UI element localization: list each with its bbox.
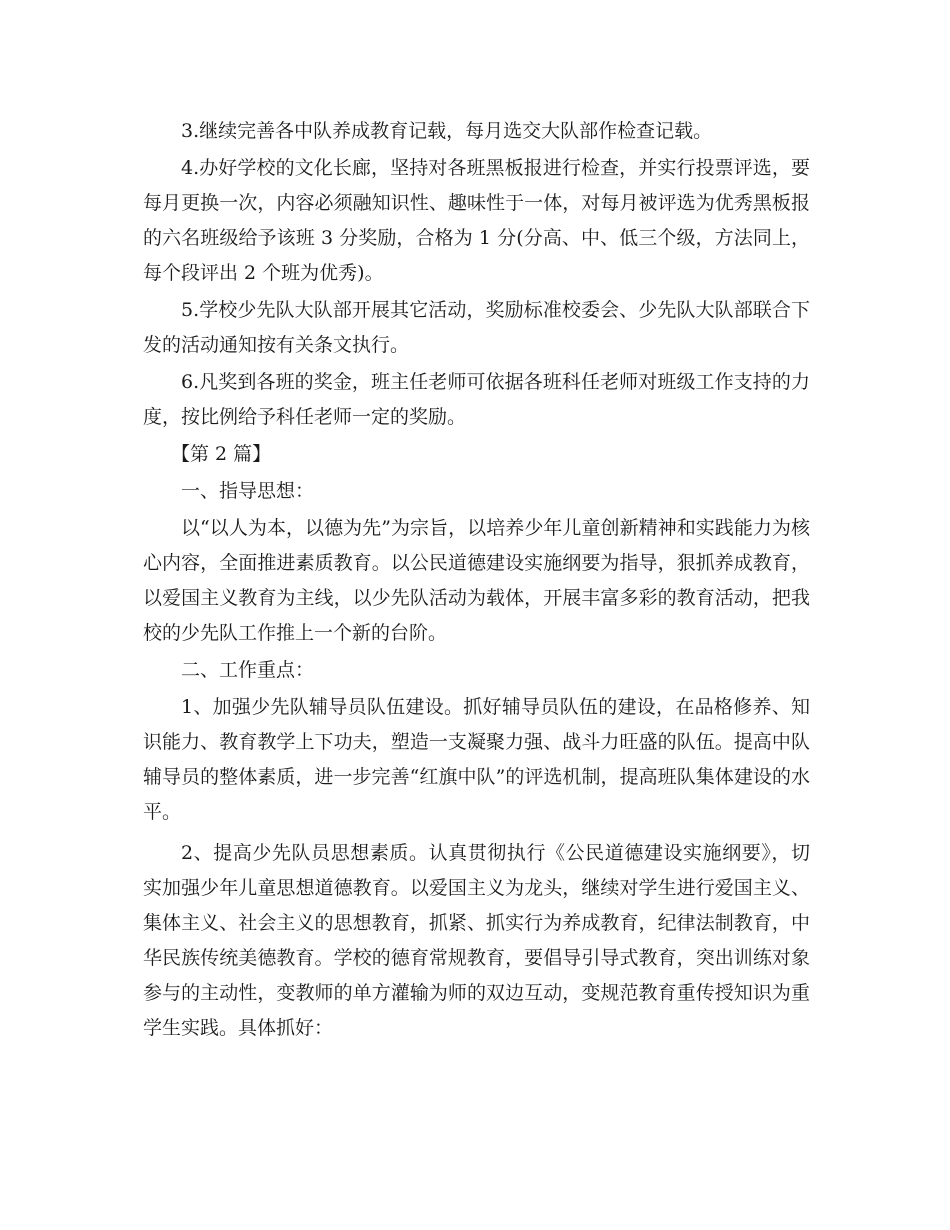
- paragraph-item-6: 6.凡奖到各班的奖金，班主任老师可依据各班科任老师对班级工作支持的力度，按比例给予科任老师一定的奖励。: [143, 371, 810, 428]
- section-heading-guiding-thought: 一、指导思想：: [181, 480, 315, 502]
- section-heading-part-2: 【第 2 篇】: [171, 443, 272, 465]
- paragraph-item-3: 3.继续完善各中队养成教育记载，每月选交大队部作检查记载。: [181, 120, 713, 142]
- paragraph-guiding-thought: 以“以人为本，以德为先”为宗旨，以培养少年儿童创新精神和实践能力为核心内容，全面推进素质教育。以公民道德建设实施纲要为指导，狠抓养成教育，以爱国主义教育为主线，以少先队活动为载体，开展丰富多彩的教育活动，把我校的少先队工作推上一个新的台阶。: [143, 517, 810, 644]
- paragraph-item-5: 5.学校少先队大队部开展其它活动，奖励标准校委会、少先队大队部联合下发的活动通知按有关条文执行。: [143, 299, 810, 356]
- paragraph-focus-1: 1、加强少先队辅导员队伍建设。抓好辅导员队伍的建设，在品格修养、知识能力、教育教学上下功夫，塑造一支凝聚力强、战斗力旺盛的队伍。提高中队辅导员的整体素质，进一步完善“红旗中队”的评选机制，提高班队集体建设的水平。: [143, 696, 810, 823]
- paragraph-item-4: 4.办好学校的文化长廊，坚持对各班黑板报进行检查，并实行投票评选，要每月更换一次，内容必须融知识性、趣味性于一体，对每月被评选为优秀黑板报的六名班级给予该班 3 分奖励，合格为 1 分(分高、中、低三个级，方法同上，每个段评出 2 个班为优秀)。: [143, 157, 810, 284]
- document-body: [143, 114, 810, 1048]
- section-heading-work-focus: 二、工作重点：: [181, 659, 315, 681]
- paragraph-focus-2: 2、提高少先队员思想素质。认真贯彻执行《公民道德建设实施纲要》，切实加强少年儿童思想道德教育。以爱国主义为龙头，继续对学生进行爱国主义、集体主义、社会主义的思想教育，抓紧、抓实行为养成教育，纪律法制教育，中华民族传统美德教育。学校的德育常规教育，要倡导引导式教育，突出训练对象参与的主动性，变教师的单方灌输为师的双边互动，变规范教育重传授知识为重学生实践。具体抓好：: [143, 842, 810, 1039]
